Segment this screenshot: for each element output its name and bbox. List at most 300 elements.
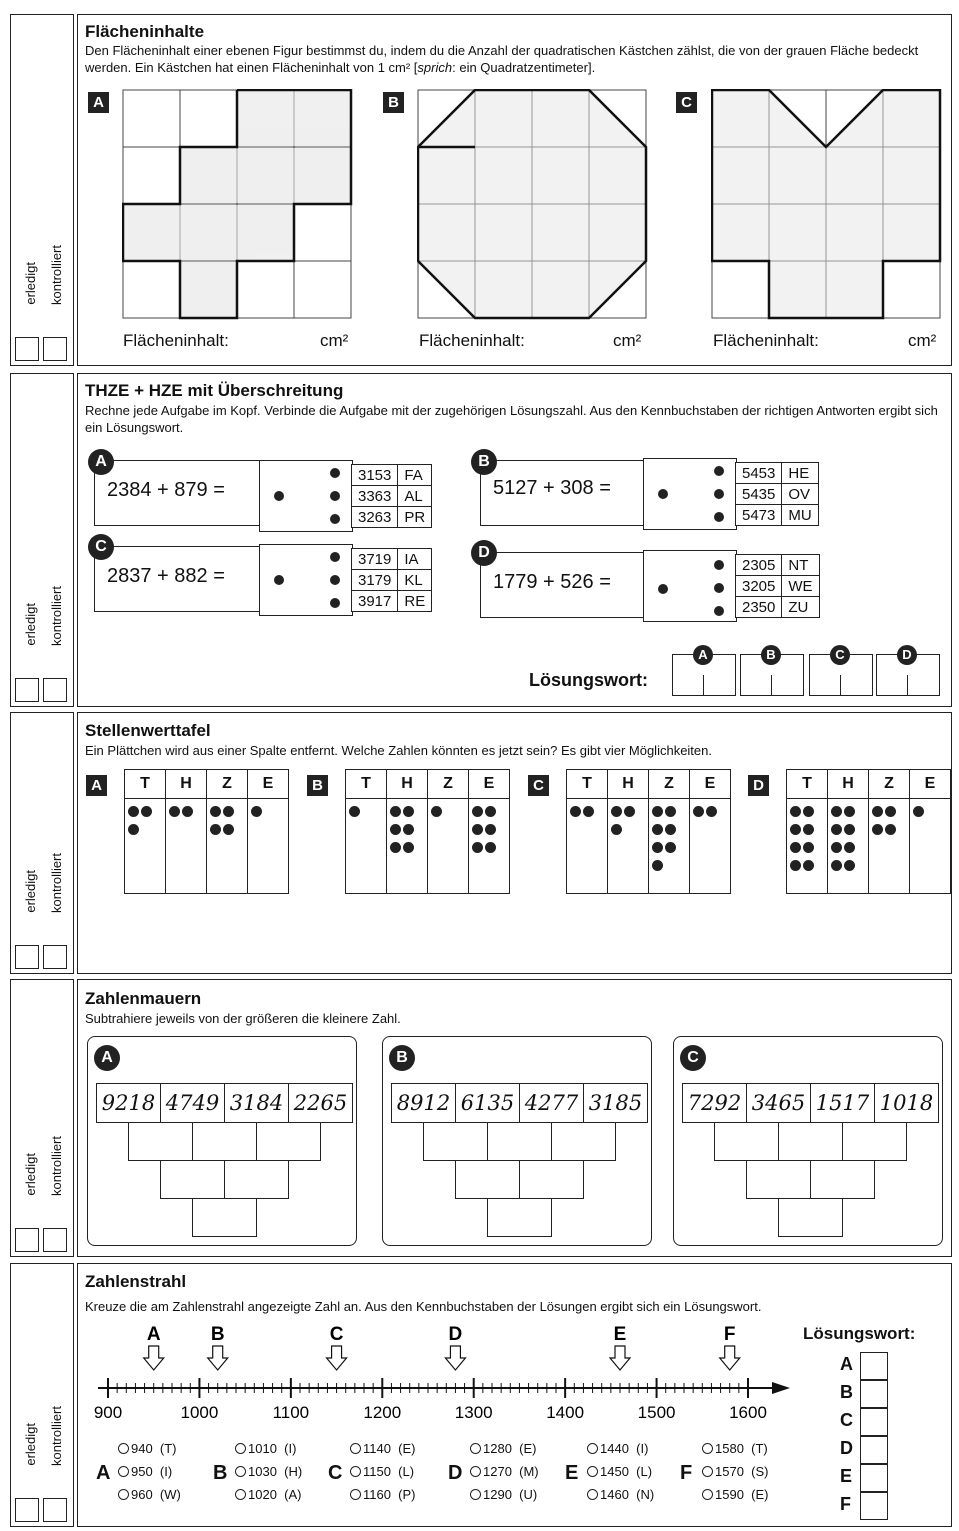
solution-letter-box[interactable] (860, 1352, 888, 1380)
done-label: erledigt (23, 262, 38, 305)
option-value: 5453 (736, 463, 782, 484)
wall-brick-base: 3465 (746, 1083, 811, 1123)
radio-circle-icon[interactable] (470, 1443, 481, 1454)
choice-option[interactable] (587, 1441, 648, 1456)
figure-a-label: A (88, 92, 109, 113)
option-value: 3917 (352, 591, 398, 612)
choice-option[interactable] (587, 1464, 652, 1479)
counter-chip (431, 806, 442, 817)
axis-tick-label: 1500 (637, 1403, 676, 1422)
option-code: HE (782, 463, 818, 484)
pv-cell (166, 799, 207, 894)
marker-arrow-f (720, 1346, 740, 1370)
counter-chip (803, 806, 814, 817)
option-dot[interactable] (714, 583, 724, 593)
counter-chip (885, 806, 896, 817)
choice-option-text: 1010 (I) (248, 1441, 297, 1456)
option-value: 2305 (736, 555, 782, 576)
pv-header: T (346, 770, 387, 799)
wall-brick-empty[interactable] (487, 1198, 552, 1237)
choice-option-text: 1030 (H) (248, 1464, 303, 1479)
wall-brick-base: 9218 (96, 1083, 161, 1123)
option-value: 3205 (736, 576, 782, 597)
option-dot[interactable] (714, 606, 724, 616)
pv-table-a-label: A (86, 775, 107, 796)
task-a-start-dot[interactable] (274, 491, 284, 501)
solution-letter-label: C (840, 1410, 853, 1430)
axis-tick-label: 1000 (180, 1403, 219, 1422)
section-number-walls (77, 979, 952, 1257)
done-checkbox[interactable] (15, 1498, 39, 1522)
done-checkbox[interactable] (15, 945, 39, 969)
choice-option-text: 1570 (S) (715, 1464, 769, 1479)
choice-option-text: 1140 (E) (363, 1441, 416, 1456)
choice-option[interactable] (587, 1487, 654, 1502)
solution-letter-box[interactable] (860, 1380, 888, 1408)
counter-chip (128, 806, 139, 817)
counter-chip (665, 806, 676, 817)
option-dot[interactable] (330, 575, 340, 585)
radio-circle-icon[interactable] (702, 1489, 713, 1500)
option-dot[interactable] (330, 468, 340, 478)
wall-brick-empty[interactable] (455, 1160, 520, 1199)
section-areas (77, 14, 952, 366)
marker-arrow-e (610, 1346, 630, 1370)
wall-brick-empty[interactable] (192, 1122, 257, 1161)
option-dot[interactable] (330, 598, 340, 608)
pv-table-d-label: D (748, 775, 769, 796)
task-a-options (351, 464, 432, 528)
choice-option[interactable] (702, 1464, 768, 1479)
checked-label: kontrolliert (49, 853, 64, 913)
pv-table-c-label: C (528, 775, 549, 796)
solution-letter-label: A (840, 1354, 853, 1374)
area-unit-a: cm² (320, 331, 349, 350)
radio-circle-icon[interactable] (350, 1466, 361, 1477)
choice-option[interactable] (702, 1441, 768, 1456)
section-instruction: Rechne jede Aufgabe im Kopf. Verbinde die Aufgabe mit der zugehörigen Lösungszahl. Aus den Kennbuchstaben der richtigen Antworten ergibt sich ein Lösungswort. (85, 403, 938, 435)
option-value: 5473 (736, 505, 782, 526)
pv-header: Z (207, 770, 248, 799)
option-dot[interactable] (330, 552, 340, 562)
done-checkbox[interactable] (15, 1228, 39, 1252)
pv-header: Z (649, 770, 690, 799)
pv-cell (649, 799, 690, 894)
wall-b-panel (382, 1036, 652, 1246)
section-title: Zahlenstrahl (85, 1272, 187, 1291)
task-b-equation: 5127 + 308 = (493, 477, 611, 499)
option-code: ZU (782, 597, 819, 618)
counter-chip (169, 806, 180, 817)
choice-option[interactable] (118, 1464, 172, 1479)
axis-arrowhead (772, 1382, 790, 1394)
checked-checkbox[interactable] (43, 678, 67, 702)
pv-header: E (690, 770, 731, 799)
section-addition (77, 373, 952, 707)
solution-slot-d[interactable] (876, 647, 940, 696)
counter-chip (472, 824, 483, 835)
task-a-equation-box (94, 460, 262, 526)
checked-checkbox[interactable] (43, 1498, 67, 1522)
choice-option[interactable] (350, 1464, 414, 1479)
wall-brick-empty[interactable] (192, 1198, 257, 1237)
counter-chip (831, 806, 842, 817)
task-d-equation: 1779 + 526 = (493, 571, 611, 593)
option-value: 3719 (352, 549, 398, 570)
pv-header: E (469, 770, 510, 799)
pv-header: E (910, 770, 951, 799)
task-c-label: C (88, 534, 114, 560)
section-title: Stellenwerttafel (85, 721, 211, 740)
side-panel-3 (10, 712, 74, 974)
radio-circle-icon[interactable] (587, 1466, 598, 1477)
marker-label-e: E (613, 1324, 627, 1345)
checked-checkbox[interactable] (43, 1228, 67, 1252)
wall-brick-base: 3184 (224, 1083, 289, 1123)
counter-chip (472, 806, 483, 817)
counter-chip (693, 806, 704, 817)
choice-option-text: 1440 (I) (600, 1441, 649, 1456)
option-dot[interactable] (714, 560, 724, 570)
figure-c-grid (711, 89, 943, 321)
choice-group-f-letter: F (680, 1462, 693, 1484)
pv-cell (469, 799, 510, 894)
option-code: IA (398, 549, 432, 570)
option-dot[interactable] (330, 491, 340, 501)
counter-chip (485, 824, 496, 835)
counter-chip (803, 842, 814, 853)
pv-cell (346, 799, 387, 894)
radio-circle-icon[interactable] (587, 1489, 598, 1500)
marker-arrow-b (208, 1346, 228, 1370)
wall-label: C (680, 1045, 706, 1071)
task-b-equation-box (480, 460, 646, 526)
choice-option[interactable] (118, 1441, 177, 1456)
slot-label: B (761, 645, 781, 665)
wall-brick-empty[interactable] (842, 1122, 907, 1161)
task-b-connector-box (643, 458, 737, 530)
counter-chip (844, 860, 855, 871)
choice-option-text: 1290 (U) (483, 1487, 538, 1502)
task-b-start-dot[interactable] (658, 489, 668, 499)
pv-cell (828, 799, 869, 894)
pv-header: H (828, 770, 869, 799)
done-checkbox[interactable] (15, 678, 39, 702)
option-value: 3263 (352, 507, 398, 528)
choice-option-text: 1150 (L) (363, 1464, 415, 1479)
pv-header: T (567, 770, 608, 799)
solution-slot-a[interactable] (672, 647, 736, 696)
counter-chip (652, 860, 663, 871)
option-code: WE (782, 576, 819, 597)
option-code: KL (398, 570, 432, 591)
counter-chip (223, 806, 234, 817)
choice-option-text: 1580 (T) (715, 1441, 768, 1456)
solution-letter-box[interactable] (860, 1436, 888, 1464)
pv-table-d (786, 769, 951, 894)
radio-circle-icon[interactable] (587, 1443, 598, 1454)
section-title: THZE + HZE mit Überschreitung (85, 381, 344, 400)
choice-option[interactable] (350, 1441, 416, 1456)
choice-option[interactable] (470, 1487, 537, 1502)
pv-table-b (345, 769, 510, 894)
wall-brick-empty[interactable] (746, 1160, 811, 1199)
solution-letter-box[interactable] (860, 1464, 888, 1492)
option-dot[interactable] (714, 512, 724, 522)
figure-b-grid (417, 89, 649, 321)
option-code: NT (782, 555, 819, 576)
task-c-start-dot[interactable] (274, 575, 284, 585)
pv-cell (207, 799, 248, 894)
wall-brick-empty[interactable] (714, 1122, 779, 1161)
wall-brick-base: 1018 (874, 1083, 939, 1123)
counter-chip (652, 806, 663, 817)
solution-letter-label: E (840, 1466, 853, 1486)
counter-chip (652, 824, 663, 835)
task-c-options (351, 548, 432, 612)
option-code: MU (782, 505, 818, 526)
wall-label: A (94, 1045, 120, 1071)
section-instruction: Kreuze die am Zahlenstrahl angezeigte Zahl an. Aus den Kennbuchstaben der Lösungen ergibt sich ein Lösungswort. (85, 1299, 762, 1314)
option-dot[interactable] (714, 466, 724, 476)
wall-brick-empty[interactable] (487, 1122, 552, 1161)
choice-option[interactable] (470, 1441, 536, 1456)
counter-chip (611, 824, 622, 835)
counter-chip (831, 842, 842, 853)
pv-header: T (787, 770, 828, 799)
counter-chip (141, 806, 152, 817)
choice-option-text: 940 (T) (131, 1441, 177, 1456)
section-title: Flächeninhalte (85, 22, 205, 41)
area-unit-b: cm² (613, 331, 642, 350)
solution-slot-b[interactable] (740, 647, 804, 696)
option-code: OV (782, 484, 818, 505)
marker-label-c: C (329, 1324, 344, 1345)
wall-brick-empty[interactable] (423, 1122, 488, 1161)
section-instruction: Subtrahiere jeweils von der größeren die kleinere Zahl. (85, 1011, 401, 1026)
side-panel-5 (10, 1263, 74, 1527)
choice-group-c-letter: C (328, 1462, 343, 1484)
area-unit-c: cm² (908, 331, 937, 350)
counter-chip (128, 824, 139, 835)
pv-header: Z (869, 770, 910, 799)
radio-circle-icon[interactable] (350, 1443, 361, 1454)
counter-chip (390, 842, 401, 853)
choice-group-a-letter: A (96, 1462, 111, 1484)
counter-chip (803, 860, 814, 871)
task-a-label: A (88, 449, 114, 475)
task-d-options (735, 554, 820, 618)
counter-chip (831, 824, 842, 835)
radio-circle-icon[interactable] (118, 1443, 129, 1454)
counter-chip (844, 806, 855, 817)
option-code: PR (398, 507, 432, 528)
area-label-a: Flächeninhalt: (123, 331, 229, 350)
task-c-connector-box (259, 544, 353, 616)
radio-circle-icon[interactable] (470, 1489, 481, 1500)
radio-circle-icon[interactable] (118, 1466, 129, 1477)
wall-brick-base: 8912 (391, 1083, 456, 1123)
checked-checkbox[interactable] (43, 337, 67, 361)
task-d-start-dot[interactable] (658, 584, 668, 594)
pv-cell (248, 799, 289, 894)
choice-option[interactable] (235, 1487, 301, 1502)
number-line (78, 1318, 798, 1428)
counter-chip (403, 842, 414, 853)
radio-circle-icon[interactable] (118, 1489, 129, 1500)
choice-option[interactable] (235, 1441, 296, 1456)
task-d-label: D (471, 540, 497, 566)
wall-brick-empty[interactable] (256, 1122, 321, 1161)
radio-circle-icon[interactable] (702, 1466, 713, 1477)
wall-brick-empty[interactable] (778, 1122, 843, 1161)
counter-chip (485, 842, 496, 853)
choice-group-b-letter: B (213, 1462, 228, 1484)
wall-brick-empty[interactable] (519, 1160, 584, 1199)
wall-brick-empty[interactable] (128, 1122, 193, 1161)
option-value: 3363 (352, 486, 398, 507)
pv-table-a (124, 769, 289, 894)
pv-cell (869, 799, 910, 894)
solution-slot-c[interactable] (809, 647, 873, 696)
counter-chip (485, 806, 496, 817)
counter-chip (706, 806, 717, 817)
solution-letter-box[interactable] (860, 1492, 888, 1520)
done-label: erledigt (23, 603, 38, 646)
checked-checkbox[interactable] (43, 945, 67, 969)
pv-header: Z (428, 770, 469, 799)
pv-cell (910, 799, 951, 894)
wall-brick-base: 2265 (288, 1083, 353, 1123)
counter-chip (210, 806, 221, 817)
option-value: 2350 (736, 597, 782, 618)
done-label: erledigt (23, 1423, 38, 1466)
choice-option-text: 960 (W) (131, 1487, 181, 1502)
wall-brick-empty[interactable] (810, 1160, 875, 1199)
counter-chip (182, 806, 193, 817)
wall-brick-base: 1517 (810, 1083, 875, 1123)
pv-header: H (166, 770, 207, 799)
counter-chip (583, 806, 594, 817)
side-panel-4 (10, 979, 74, 1257)
option-value: 3153 (352, 465, 398, 486)
marker-arrow-d (445, 1346, 465, 1370)
pv-table-c (566, 769, 731, 894)
counter-chip (790, 842, 801, 853)
section-number-line (77, 1263, 952, 1527)
figure-c-label: C (676, 92, 697, 113)
choice-option[interactable] (235, 1464, 302, 1479)
marker-arrow-c (327, 1346, 347, 1370)
pv-cell (387, 799, 428, 894)
section-instruction: Den Flächeninhalt einer ebenen Figur bestimmst du, indem du die Anzahl der quadratischen Kästchen zählst, die von der grauen Fläche bedeckt werden. Ein Kästchen hat einen Flächeninhalt von 1 cm² [sprich: ein Quadratzentimeter]. (85, 43, 919, 75)
counter-chip (872, 824, 883, 835)
radio-circle-icon[interactable] (235, 1443, 246, 1454)
choice-option[interactable] (470, 1464, 539, 1479)
section-instruction: Ein Plättchen wird aus einer Spalte entfernt. Welche Zahlen könnten es jetzt sein? Es gibt vier Möglichkeiten. (85, 743, 712, 758)
option-code: RE (398, 591, 432, 612)
wall-brick-empty[interactable] (160, 1160, 225, 1199)
pv-header: E (248, 770, 289, 799)
solution-letter-label: B (840, 1382, 853, 1402)
marker-label-b: B (210, 1324, 225, 1345)
solution-letter-box[interactable] (860, 1408, 888, 1436)
task-b-options (735, 462, 819, 526)
pv-cell (690, 799, 731, 894)
task-d-equation-box (480, 552, 646, 618)
pv-table-b-label: B (307, 775, 328, 796)
radio-circle-icon[interactable] (350, 1489, 361, 1500)
wall-brick-empty[interactable] (778, 1198, 843, 1237)
radio-circle-icon[interactable] (470, 1466, 481, 1477)
task-c-equation: 2837 + 882 = (107, 565, 225, 587)
wall-brick-base: 4749 (160, 1083, 225, 1123)
choice-option[interactable] (118, 1487, 181, 1502)
counter-chip (403, 806, 414, 817)
axis-tick-label: 1200 (363, 1403, 402, 1422)
done-checkbox[interactable] (15, 337, 39, 361)
option-dot[interactable] (714, 489, 724, 499)
done-label: erledigt (23, 1153, 38, 1196)
pv-header: H (387, 770, 428, 799)
axis-tick-label: 900 (93, 1403, 123, 1422)
pv-cell (787, 799, 828, 894)
solution-letter-label: D (840, 1438, 853, 1458)
solution-letter-label: F (840, 1494, 851, 1514)
radio-circle-icon[interactable] (235, 1466, 246, 1477)
wall-brick-base: 7292 (682, 1083, 747, 1123)
slot-label: D (897, 645, 917, 665)
counter-chip (624, 806, 635, 817)
radio-circle-icon[interactable] (235, 1489, 246, 1500)
counter-chip (349, 806, 360, 817)
figure-b-label: B (383, 92, 404, 113)
counter-chip (844, 842, 855, 853)
section-title: Zahlenmauern (85, 989, 202, 1008)
counter-chip (611, 806, 622, 817)
marker-label-a: A (146, 1324, 161, 1345)
choice-option-text: 1450 (L) (600, 1464, 653, 1479)
section-place-value (77, 712, 952, 974)
counter-chip (570, 806, 581, 817)
wall-label: B (389, 1045, 415, 1071)
wall-brick-empty[interactable] (551, 1122, 616, 1161)
choice-option-text: 1590 (E) (715, 1487, 769, 1502)
axis-tick-label: 1100 (272, 1403, 310, 1422)
task-b-label: B (471, 449, 497, 475)
done-label: erledigt (23, 870, 38, 913)
checked-label: kontrolliert (49, 245, 64, 305)
axis-tick-label: 1600 (729, 1403, 767, 1422)
option-dot[interactable] (330, 514, 340, 524)
counter-chip (790, 860, 801, 871)
pv-cell (567, 799, 608, 894)
choice-option[interactable] (350, 1487, 416, 1502)
radio-circle-icon[interactable] (702, 1443, 713, 1454)
choice-option[interactable] (702, 1487, 768, 1502)
option-value: 3179 (352, 570, 398, 591)
wall-brick-empty[interactable] (224, 1160, 289, 1199)
wall-brick-base: 3185 (583, 1083, 648, 1123)
pv-header: T (125, 770, 166, 799)
pv-cell (608, 799, 649, 894)
checked-label: kontrolliert (49, 1406, 64, 1466)
counter-chip (390, 806, 401, 817)
marker-arrow-a (144, 1346, 164, 1370)
task-d-connector-box (643, 550, 737, 622)
counter-chip (665, 842, 676, 853)
checked-label: kontrolliert (49, 586, 64, 646)
